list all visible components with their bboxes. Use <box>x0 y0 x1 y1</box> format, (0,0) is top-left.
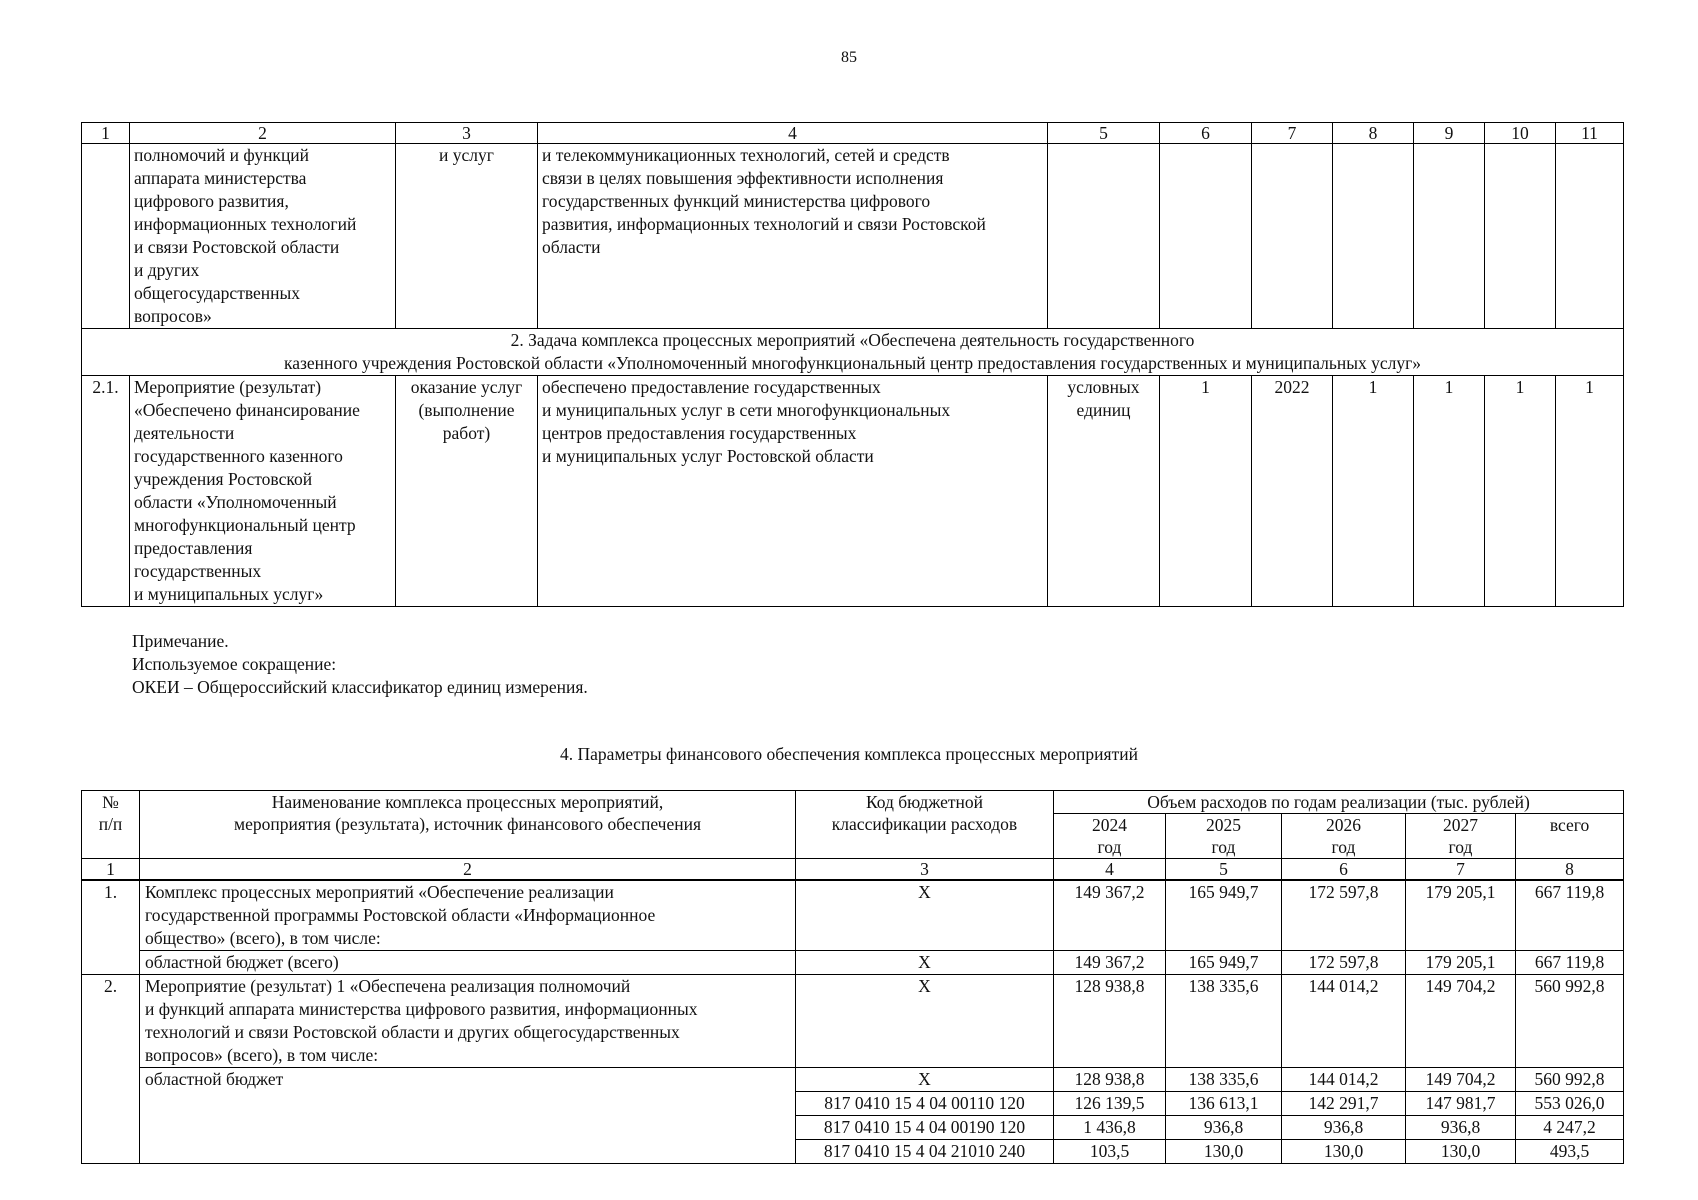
amount-cell: 1 436,8 <box>1054 1116 1166 1140</box>
table-row <box>82 880 1624 951</box>
col-number: 1 <box>82 123 130 144</box>
header-year: 2027 год <box>1406 814 1516 859</box>
budget-code-cell: 817 0410 15 4 04 00110 120 <box>796 1092 1054 1116</box>
header-row <box>82 791 1624 814</box>
amount-cell: 149 704,2 <box>1406 1068 1516 1092</box>
note-line: Используемое сокращение: <box>132 654 337 674</box>
budget-code-cell: 817 0410 15 4 04 00190 120 <box>796 1116 1054 1140</box>
table-row <box>82 975 1624 1068</box>
col-number: 5 <box>1048 123 1160 144</box>
col-number: 4 <box>1054 859 1166 881</box>
amount-cell: 179 205,1 <box>1406 951 1516 975</box>
unit-cell: условных единиц <box>1048 376 1160 607</box>
amount-cell: 149 367,2 <box>1054 880 1166 951</box>
col-number: 6 <box>1282 859 1406 881</box>
event-name-cell: полномочий и функций аппарата министерства цифрового развития, информационных технологий и связи Ростовской области и других общегосударственных вопросов» <box>130 144 396 329</box>
budget-code-cell: X <box>796 880 1054 951</box>
value-cell: 1 <box>1556 376 1624 607</box>
col-number: 9 <box>1414 123 1485 144</box>
event-name-cell: Мероприятие (результат) «Обеспечено финансирование деятельности государственного казенного учреждения Ростовской области «Уполномоченный многофункциональный центр предоставления государственных и муниципальных услуг» <box>130 376 396 607</box>
task-row <box>82 329 1624 376</box>
event-characteristic-cell: обеспечено предоставление государственных и муниципальных услуг в сети многофункциональных центров предоставления государственных и муниципальных услуг Ростовской области <box>538 376 1048 607</box>
budget-code-cell: X <box>796 1068 1054 1092</box>
amount-cell: 493,5 <box>1516 1140 1624 1164</box>
col-number: 3 <box>796 859 1054 881</box>
amount-cell: 553 026,0 <box>1516 1092 1624 1116</box>
page-number: 85 <box>841 49 857 66</box>
amount-cell: 128 938,8 <box>1054 975 1166 1068</box>
col-number: 3 <box>396 123 538 144</box>
name-cell: областной бюджет <box>140 1068 796 1164</box>
budget-code-cell: X <box>796 975 1054 1068</box>
table-row <box>82 376 1624 607</box>
row-number-cell: 1. <box>82 880 140 975</box>
amount-cell: 179 205,1 <box>1406 880 1516 951</box>
amount-cell: 142 291,7 <box>1282 1092 1406 1116</box>
amount-cell: 126 139,5 <box>1054 1092 1166 1116</box>
amount-cell: 128 938,8 <box>1054 1068 1166 1092</box>
amount-cell: 136 613,1 <box>1166 1092 1282 1116</box>
col-number: 7 <box>1252 123 1333 144</box>
amount-cell: 147 981,7 <box>1406 1092 1516 1116</box>
value-cell: 1 <box>1485 376 1556 607</box>
amount-cell: 130,0 <box>1166 1140 1282 1164</box>
amount-cell: 165 949,7 <box>1166 880 1282 951</box>
name-cell: Комплекс процессных мероприятий «Обеспечение реализации государственной программы Ростовской области «Информационное общество» (всего), в том числе: <box>140 880 796 951</box>
col-number: 8 <box>1516 859 1624 881</box>
amount-cell: 138 335,6 <box>1166 975 1282 1068</box>
col-number: 10 <box>1485 123 1556 144</box>
event-type-cell: оказание услуг (выполнение работ) <box>396 376 538 607</box>
name-cell: Мероприятие (результат) 1 «Обеспечена реализация полномочий и функций аппарата министерства цифрового развития, информационных технологий и связи Ростовской области и других общегосударственных вопросов» (всего), в том числе: <box>140 975 796 1068</box>
amount-cell: 172 597,8 <box>1282 880 1406 951</box>
section-title: 4. Параметры финансового обеспечения комплекса процессных мероприятий <box>560 744 1138 764</box>
task-heading: 2. Задача комплекса процессных мероприятий «Обеспечена деятельность государственного казенного учреждения Ростовской области «Уполномоченный многофункциональный центр предоставления государственных и муниципальных услуг» <box>82 329 1624 376</box>
amount-cell: 936,8 <box>1166 1116 1282 1140</box>
notes-block <box>132 630 588 699</box>
row-number-cell <box>82 144 130 329</box>
amount-cell: 560 992,8 <box>1516 975 1624 1068</box>
header-year: 2026 год <box>1282 814 1406 859</box>
indicators-table <box>81 122 1624 607</box>
event-type-cell: и услуг <box>396 144 538 329</box>
col-number: 2 <box>130 123 396 144</box>
amount-cell: 667 119,8 <box>1516 880 1624 951</box>
amount-cell: 149 704,2 <box>1406 975 1516 1068</box>
column-number-row <box>82 859 1624 881</box>
name-cell: областной бюджет (всего) <box>140 951 796 975</box>
amount-cell: 103,5 <box>1054 1140 1166 1164</box>
col-number: 8 <box>1333 123 1414 144</box>
header-number: № п/п <box>82 791 140 859</box>
note-heading: Примечание. <box>132 631 229 651</box>
col-number: 2 <box>140 859 796 881</box>
header-budget-code: Код бюджетной классификации расходов <box>796 791 1054 859</box>
amount-cell: 560 992,8 <box>1516 1068 1624 1092</box>
budget-code-cell: 817 0410 15 4 04 21010 240 <box>796 1140 1054 1164</box>
table-row <box>82 951 1624 975</box>
amount-cell: 149 367,2 <box>1054 951 1166 975</box>
amount-cell: 130,0 <box>1282 1140 1406 1164</box>
year-cell: 2022 <box>1252 376 1333 607</box>
header-total: всего <box>1516 814 1624 859</box>
amount-cell: 144 014,2 <box>1282 975 1406 1068</box>
financing-table <box>81 790 1624 1164</box>
amount-cell: 165 949,7 <box>1166 951 1282 975</box>
amount-cell: 144 014,2 <box>1282 1068 1406 1092</box>
table-row <box>82 1068 1624 1092</box>
col-number: 6 <box>1160 123 1252 144</box>
header-volume: Объем расходов по годам реализации (тыс. рублей) <box>1054 791 1624 814</box>
col-number: 1 <box>82 859 140 881</box>
row-number-cell: 2.1. <box>82 376 130 607</box>
budget-code-cell: X <box>796 951 1054 975</box>
col-number: 11 <box>1556 123 1624 144</box>
header-year: 2025 год <box>1166 814 1282 859</box>
event-characteristic-cell: и телекоммуникационных технологий, сетей и средств связи в целях повышения эффективности исполнения государственных функций министерства цифрового развития, информационных технологий и связи Ростовской области <box>538 144 1048 329</box>
col-number: 4 <box>538 123 1048 144</box>
table-row <box>82 144 1624 329</box>
amount-cell: 936,8 <box>1406 1116 1516 1140</box>
amount-cell: 667 119,8 <box>1516 951 1624 975</box>
note-line: ОКЕИ – Общероссийский классификатор единиц измерения. <box>132 677 588 697</box>
row-number-cell: 2. <box>82 975 140 1164</box>
col-number: 7 <box>1406 859 1516 881</box>
amount-cell: 4 247,2 <box>1516 1116 1624 1140</box>
value-cell: 1 <box>1333 376 1414 607</box>
amount-cell: 130,0 <box>1406 1140 1516 1164</box>
header-name: Наименование комплекса процессных мероприятий, мероприятия (результата), источник финансового обеспечения <box>140 791 796 859</box>
header-year: 2024 год <box>1054 814 1166 859</box>
amount-cell: 172 597,8 <box>1282 951 1406 975</box>
amount-cell: 936,8 <box>1282 1116 1406 1140</box>
value-cell: 1 <box>1160 376 1252 607</box>
amount-cell: 138 335,6 <box>1166 1068 1282 1092</box>
column-number-row <box>82 123 1624 144</box>
value-cell: 1 <box>1414 376 1485 607</box>
col-number: 5 <box>1166 859 1282 881</box>
